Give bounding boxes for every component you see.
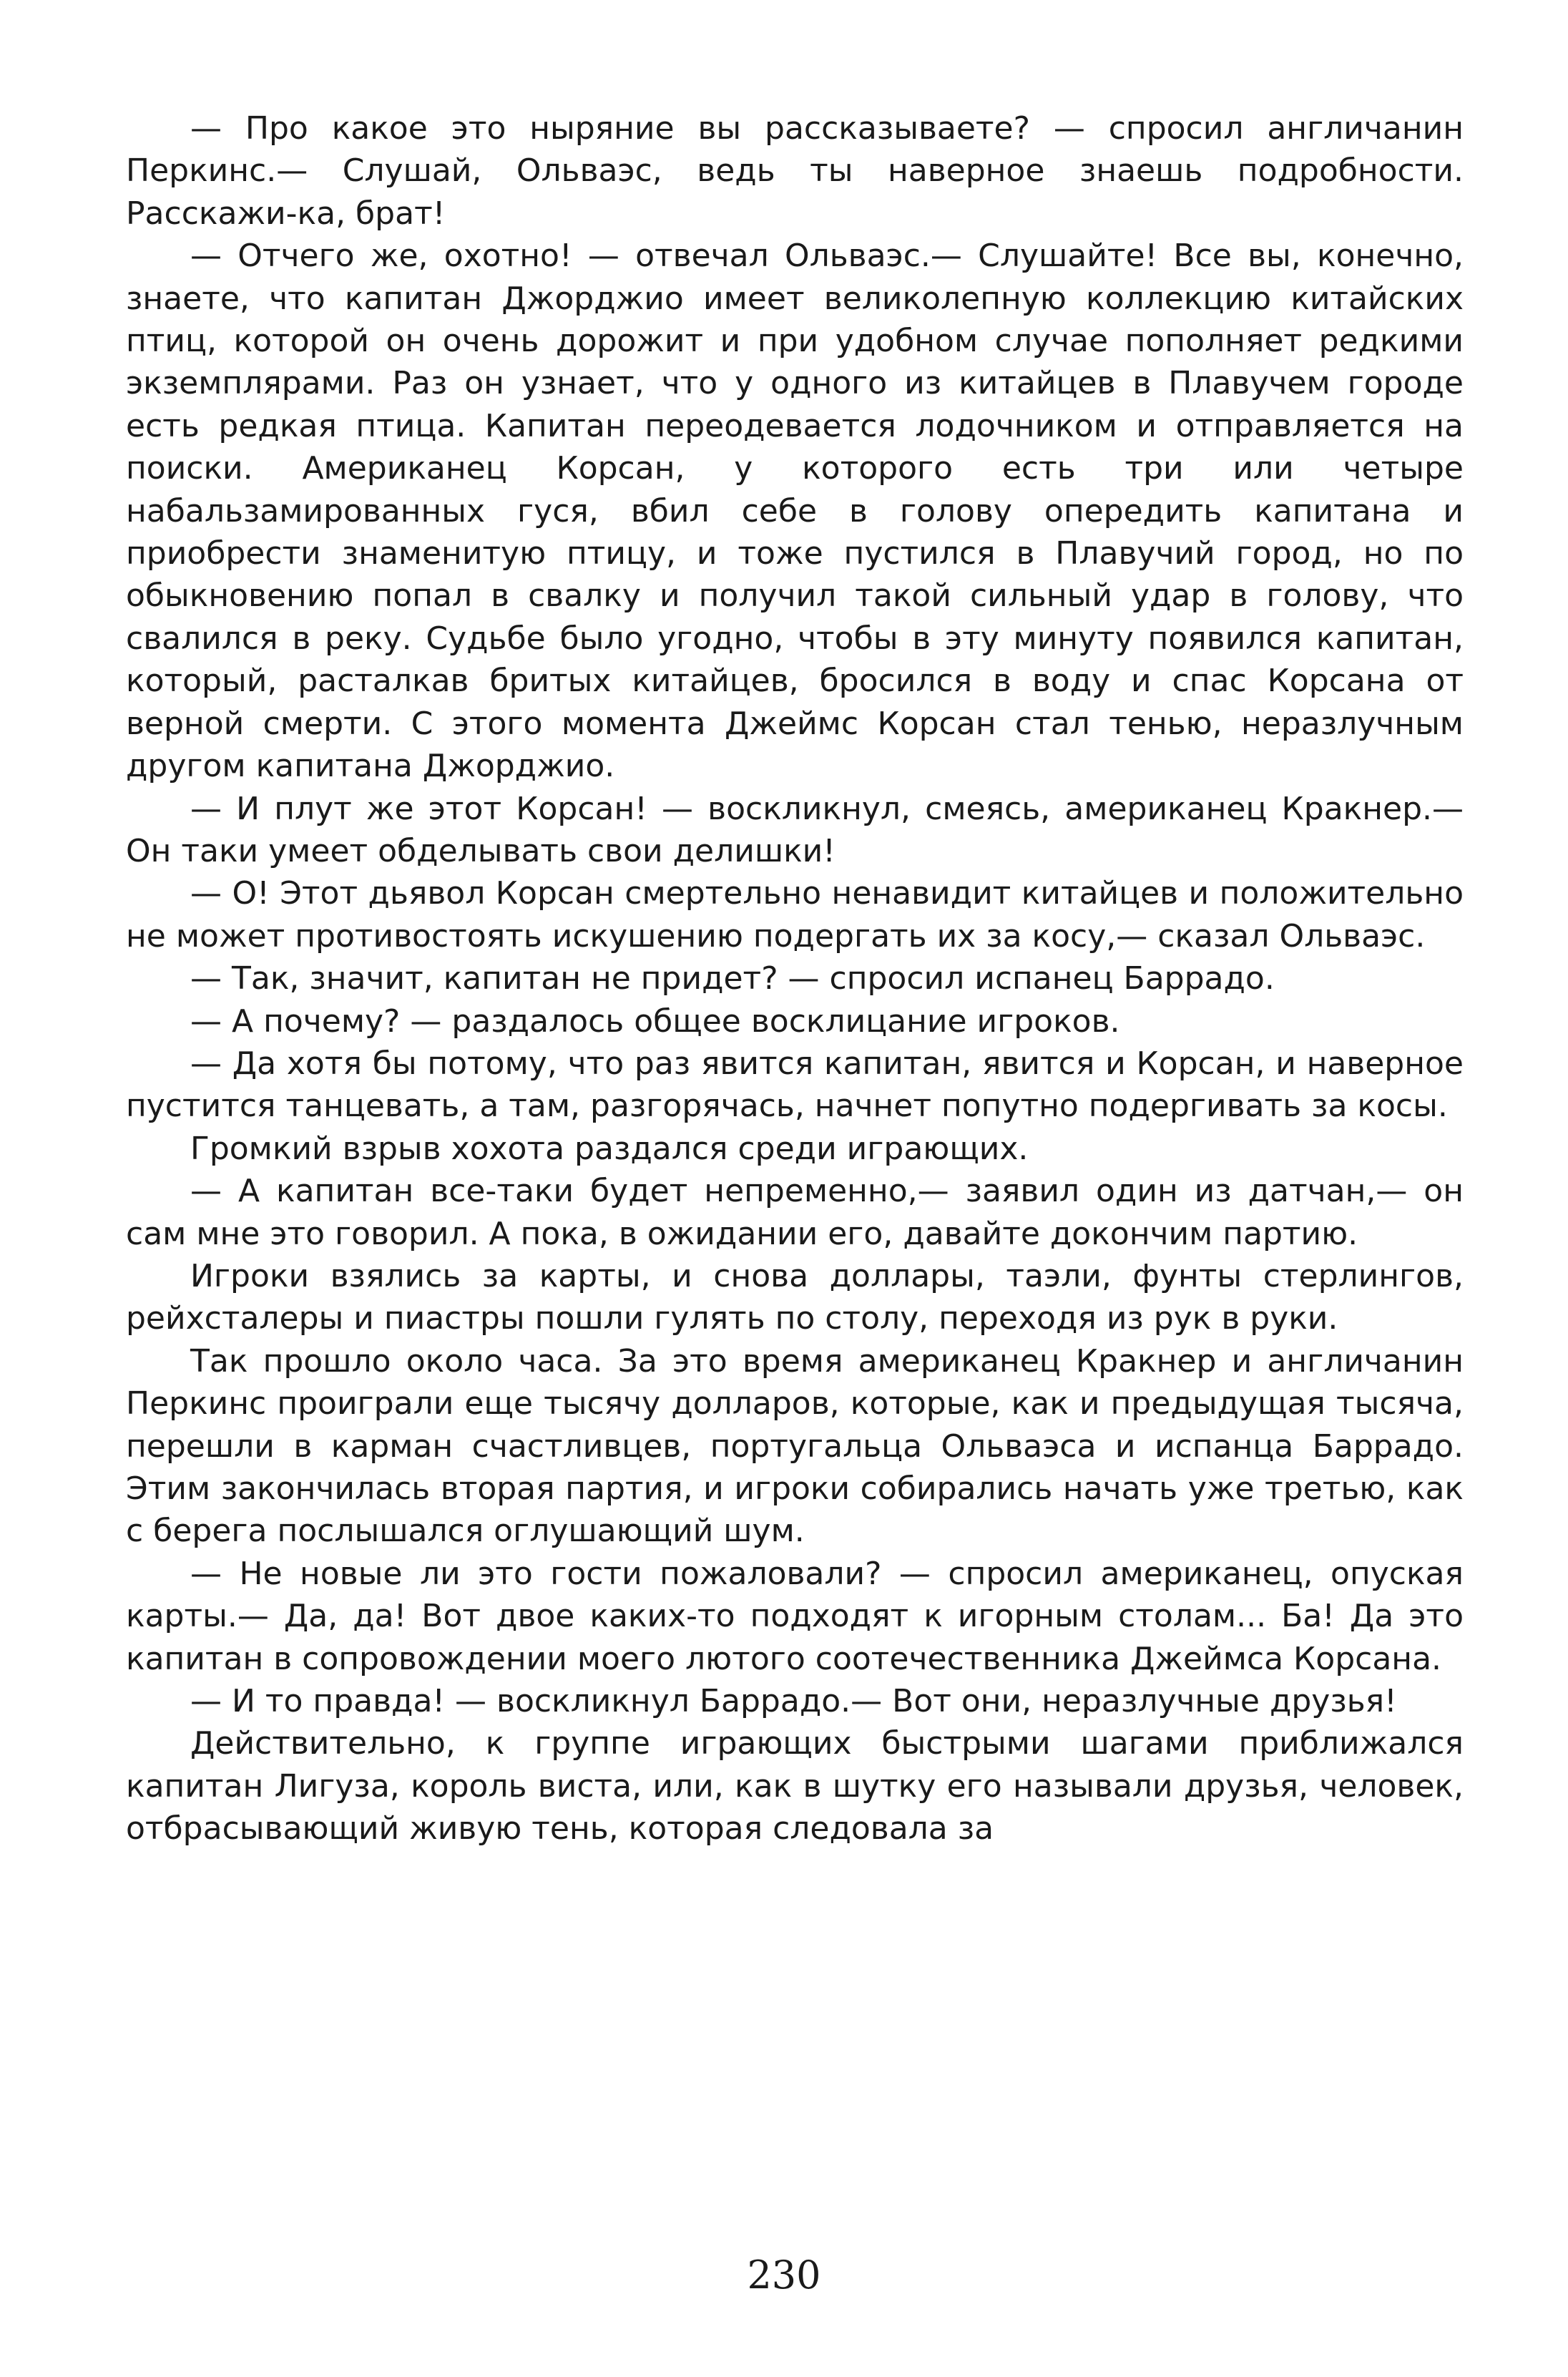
paragraph-9: — А капитан все-таки будет непременно,— заявил один из датчан,— он сам мне это говорил. А пока, в ожидании его, давайте докончим партию. bbox=[126, 1173, 1464, 1252]
paragraph-6: — А почему? — раздалось общее восклицание игроков. bbox=[190, 1002, 1120, 1040]
paragraph-8: Громкий взрыв хохота раздался среди играющих. bbox=[190, 1130, 1029, 1167]
paragraph-14: Действительно, к группе играющих быстрыми шагами приближался капитан Лигуза, король виста, или, как в шутку его называли друзья, человек, отбрасывающий живую тень, которая следовала за bbox=[126, 1725, 1464, 1848]
paragraph-12: — Не новые ли это гости пожаловали? — спросил американец, опуская карты.— Да, да! Вот двое каких-то подходят к игорным столам... Ба! Да это капитан в сопровождении моего лютого соотечественника Джеймса Корсана. bbox=[126, 1555, 1464, 1677]
page-text bbox=[126, 107, 1464, 1850]
page-number: 230 bbox=[747, 2252, 821, 2298]
paragraph-4: — О! Этот дьявол Корсан смертельно ненавидит китайцев и положительно не может противостоять искушению подергать их за косу,— сказал Ольваэс. bbox=[126, 875, 1464, 955]
paragraph-5: — Так, значит, капитан не придет? — спросил испанец Баррадо. bbox=[190, 960, 1275, 997]
paragraph-2: — Отчего же, охотно! — отвечал Ольваэс.— Слушайте! Все вы, конечно, знаете, что капитан Джорджио имеет великолепную коллекцию китайских птиц, которой он очень дорожит и при удобном случае пополняет редкими экземплярами. Раз он узнает, что у одного из китайцев в Плавучем городе есть редкая птица. Капитан переодевается лодочником и отправляется на поиски. Американец Корсан, у которого есть три или четыре набальзамированных гуся, вбил себе в голову опередить капитана и приобрести знаменитую птицу, и тоже пустился в Плавучий город, но по обыкновению попал в свалку и получил такой сильный удар в голову, что свалился в реку. Судьбе было угодно, чтобы в эту минуту появился капитан, который, расталкав бритых китайцев, бросился в воду и спас Корсана от верной смерти. С этого момента Джеймс Корсан стал тенью, неразлучным другом капитана Джорджио. bbox=[126, 238, 1464, 785]
paragraph-10: Игроки взялись за карты, и снова доллары, таэли, фунты стерлингов, рейхсталеры и пиастры пошли гулять по столу, переходя из рук в руки. bbox=[126, 1257, 1464, 1337]
paragraph-11: Так прошло около часа. За это время американец Кракнер и англичанин Перкинс проиграли еще тысячу долларов, которые, как и предыдущая тысяча, перешли в карман счастливцев, португальца Ольваэса и испанца Баррадо. Этим закончилась вторая партия, и игроки собирались начать уже третью, как с берега послышался оглушающий шум. bbox=[126, 1342, 1464, 1550]
paragraph-3: — И плут же этот Корсан! — воскликнул, смеясь, американец Кракнер.— Он таки умеет обделывать свои делишки! bbox=[126, 790, 1464, 869]
paragraph-13: — И то правда! — воскликнул Баррадо.— Вот они, неразлучные друзья! bbox=[190, 1683, 1397, 1720]
paragraph-7: — Да хотя бы потому, что раз явится капитан, явится и Корсан, и наверное пустится танцевать, а там, разгорячась, начнет попутно подергивать за косы. bbox=[126, 1045, 1464, 1125]
paragraph-1: — Про какое это ныряние вы рассказываете? — спросил англичанин Перкинс.— Слушай, Ольваэс, ведь ты наверное знаешь подробности. Расскажи-ка, брат! bbox=[126, 110, 1464, 232]
